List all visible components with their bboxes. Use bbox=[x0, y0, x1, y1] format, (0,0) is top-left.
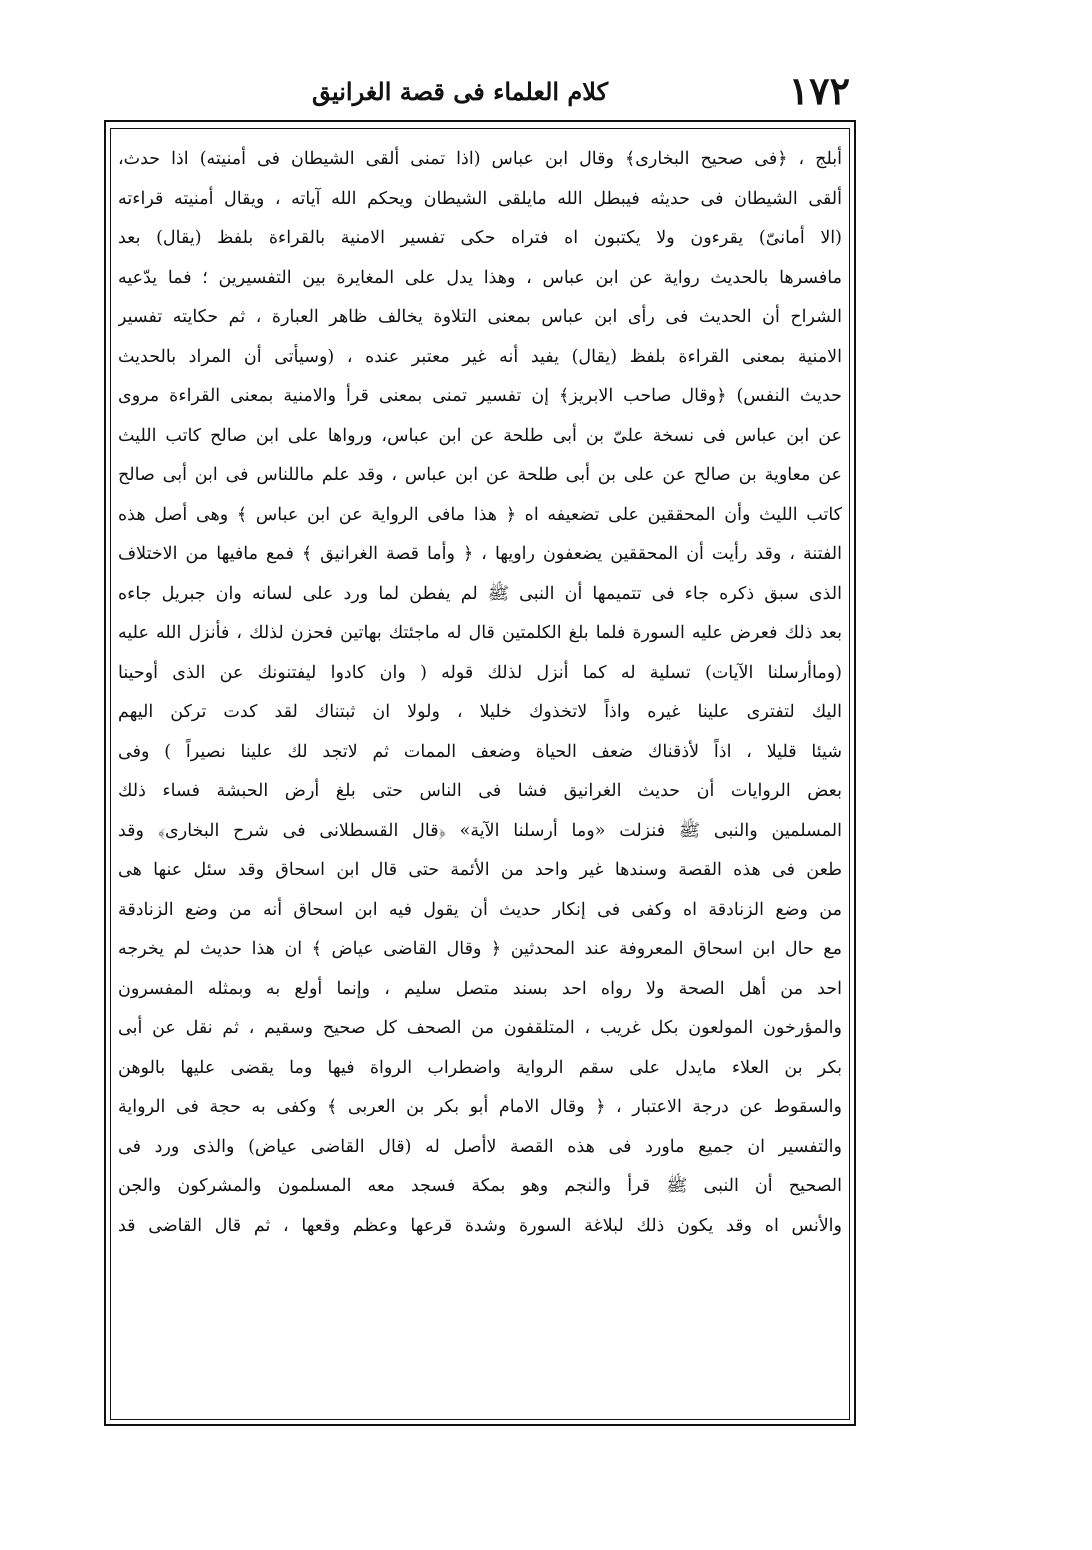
text-line: كاتب الليث وأن المحققين على تضعيفه اه ﴿ هذا مافى الرواية عن ابن عباس ﴾ وهى أصل هذه bbox=[118, 504, 842, 525]
text-line: والتفسير ان جميع ماورد فى هذه القصة لاأصل له (قال القاضى عياض) والذى ورد فى bbox=[118, 1136, 842, 1157]
text-line: (الا أمانىّ) يقرءون ولا يكتبون اه فتراه حكى تفسير الامنية بالقراءة بلفظ (يقال) بعد bbox=[118, 228, 842, 248]
text-line: ألقى الشيطان فى حديثه فيبطل الله مايلقى الشيطان ويحكم الله آياته ، ويقال أمنيته قراءته bbox=[118, 188, 842, 209]
page-header bbox=[110, 66, 850, 126]
text-line: المسلمين والنبى ﷺ فنزلت «وما أرسلنا الآية» ﴿قال القسطلانى فى شرح البخارى﴾ وقد bbox=[118, 820, 842, 841]
text-line: طعن فى هذه القصة وسندها غير واحد من الأئمة حتى قال ابن اسحاق وقد سئل عنها هى bbox=[118, 860, 842, 880]
text-line: حديث النفس) ﴿وقال صاحب الابريز﴾ إن تفسير تمنى بمعنى قرأ والامنية بمعنى القراءة مروى bbox=[118, 386, 842, 406]
page-number: ١٧٢ bbox=[788, 68, 850, 113]
text-line: أبلج ، ﴿فى صحيح البخارى﴾ وقال ابن عباس (اذا تمنى ألقى الشيطان فى أمنيته) اذا حدث، bbox=[118, 149, 842, 169]
text-line: شيئا قليلا ، اذاً لأذقناك ضعف الحياة وضعف الممات ثم لاتجد لك علينا نصيراً ) وفى bbox=[118, 741, 842, 762]
text-line: الشراح أن الحديث فى رأى ابن عباس بمعنى التلاوة يخالف ظاهر العبارة ، ثم حكايته تفسير bbox=[118, 307, 842, 327]
text-line: بعض الروايات أن حديث الغرانيق فشا فى الناس حتى بلغ أرض الحبشة فساء ذلك bbox=[118, 781, 842, 801]
text-line: والأنس اه وقد يكون ذلك لبلاغة السورة وشدة قرعها وعظم وقعها ، ثم قال القاضى قد bbox=[118, 1215, 842, 1236]
text-line: مافسرها بالحديث رواية عن ابن عباس ، وهذا يدل على المغايرة بين التفسيرين ؛ فما يدّعيه bbox=[118, 267, 842, 288]
text-line: احد من أهل الصحة ولا رواه احد بسند متصل سليم ، وإنما أولع به وبمثله المفسرون bbox=[118, 978, 842, 999]
text-line: بكر بن العلاء مايدل على سقم الرواية واضطراب الرواة فيها وما يقضى عليها بالوهن bbox=[118, 1057, 842, 1078]
text-line: (وماأرسلنا الآيات) تسلية له كما أنزل لذلك قوله ( وان كادوا ليفتنونك عن الذى أوحينا bbox=[118, 662, 842, 683]
text-line: الامنية بمعنى القراءة بلفظ (يقال) يفيد أنه غير معتبر عنده ، (وسيأتى أن المراد بالحديث bbox=[118, 346, 842, 367]
text-line: الذى سبق ذكره جاء فى تتميمها أن النبى ﷺ لم يفطن لما ورد على لسانه وان جبريل جاءه bbox=[118, 583, 842, 604]
text-line: الفتنة ، وقد رأيت أن المحققين يضعفون راويها ، ﴿ وأما قصة الغرانيق ﴾ فمع مافيها من الاختلاف bbox=[118, 544, 842, 564]
text-line: مع حال ابن اسحاق المعروفة عند المحدثين ﴿ وقال القاضى عياض ﴾ ان هذا حديث لم يخرجه bbox=[118, 939, 842, 959]
text-line: الصحيح أن النبى ﷺ قرأ والنجم وهو بمكة فسجد معه المسلمون والمشركون والجن bbox=[118, 1176, 842, 1196]
text-line: عن معاوية بن صالح عن على بن أبى طلحة عن ابن عباس ، وقد علم ماللناس فى ابن أبى صالح bbox=[118, 465, 842, 485]
text-line: عن ابن عباس فى نسخة علىّ بن أبى طلحة عن ابن عباس، ورواها على ابن صالح كاتب الليث bbox=[118, 425, 842, 446]
running-title: كلام العلماء فى قصة الغرانيق bbox=[311, 77, 609, 106]
text-line: والسقوط عن درجة الاعتبار ، ﴿ وقال الامام أبو بكر بن العربى ﴾ وكفى به حجة فى الرواية bbox=[118, 1097, 842, 1117]
text-line: والمؤرخون المولعون بكل غريب ، المتلقفون من الصحف كل صحيح وسقيم ، ثم نقل عن أبى bbox=[118, 1018, 842, 1038]
body-text bbox=[118, 140, 842, 1246]
text-line: من وضع الزنادقة اه وكفى فى إنكار حديث أن يقول فيه ابن اسحاق أنه من وضع الزنادقة bbox=[118, 899, 842, 920]
text-line: اليك لتفترى علينا غيره واذاً لاتخذوك خليلا ، ولولا ان ثبتناك لقد كدت تركن اليهم bbox=[118, 702, 842, 722]
text-line: بعد ذلك فعرض عليه السورة فلما بلغ الكلمتين قال له ماجئتك بهاتين فحزن لذلك ، فأنزل الله عليه bbox=[118, 623, 842, 643]
